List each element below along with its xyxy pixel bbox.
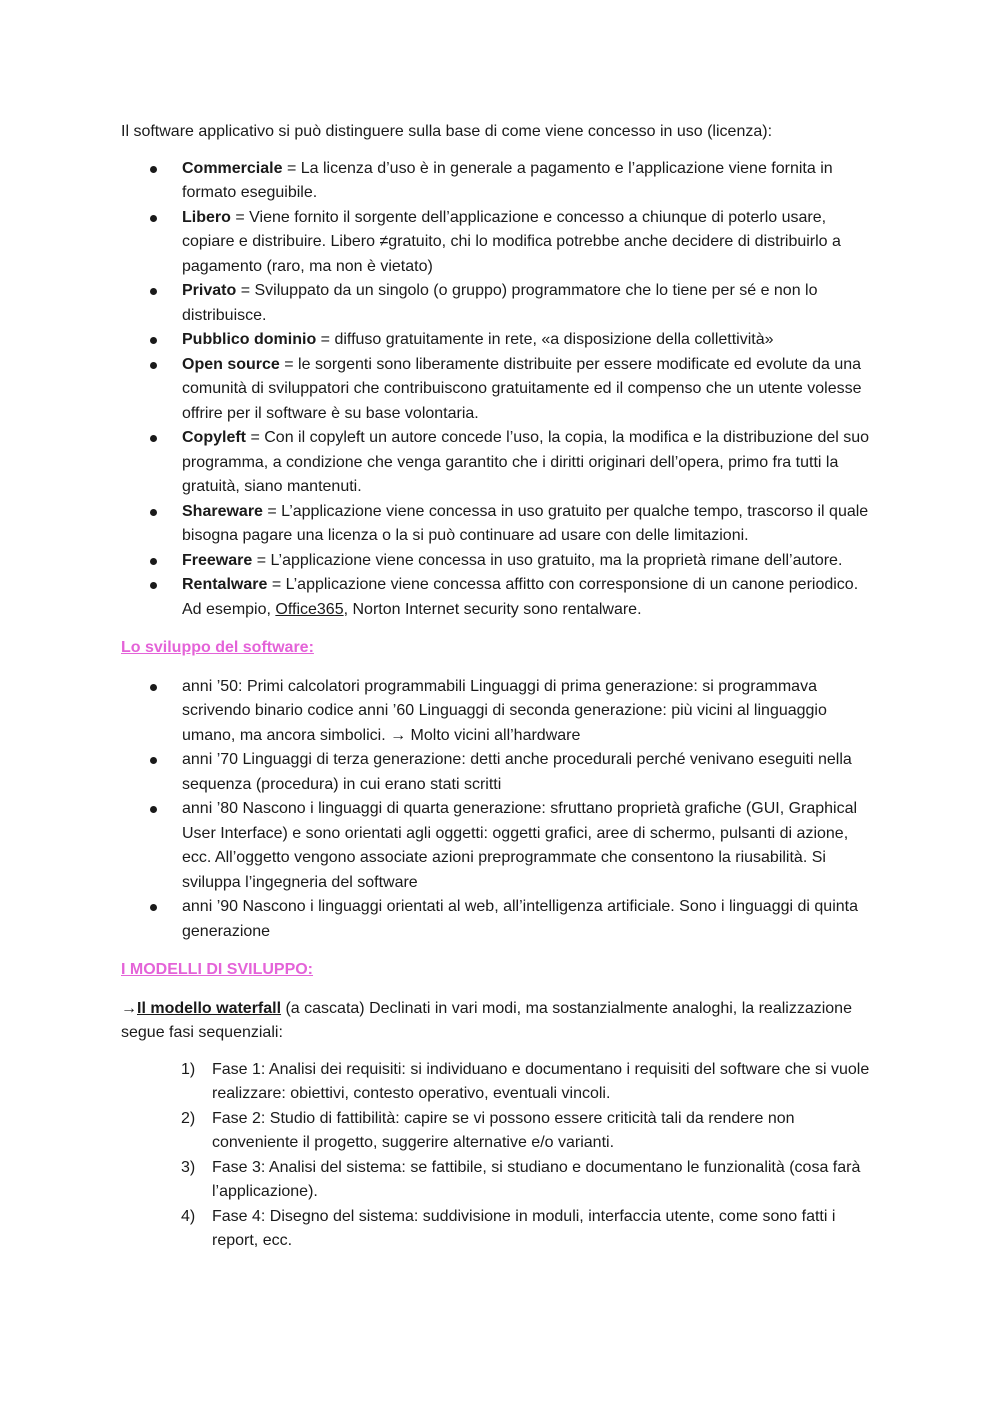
section-heading-modelli: I MODELLI DI SVILUPPO: xyxy=(121,961,314,978)
list-item xyxy=(121,797,881,895)
phase-number: 3) xyxy=(181,1158,196,1176)
bullet-icon xyxy=(150,757,157,764)
license-term: Shareware xyxy=(182,502,263,520)
list-item xyxy=(121,328,881,353)
list-item xyxy=(121,279,881,328)
license-term: Pubblico dominio xyxy=(182,331,317,348)
section-heading-sviluppo: Lo sviluppo del software: xyxy=(121,639,314,656)
bullet-icon xyxy=(150,558,157,565)
list-item xyxy=(121,157,881,206)
license-term: Privato xyxy=(182,282,237,299)
list-item xyxy=(121,748,881,797)
history-text: anni ’80 Nascono i linguaggi di quarta generazione: sfruttano proprietà grafiche (GUI, Graphical User Interface) e sono orientati agli oggetti: oggetti grafici, aree di schermo, pulsanti di azione, ecc. All’oggetto vengono associate azioni preprogrammate che consentono la riusabilità. Si sviluppa l’ingegneria del software xyxy=(182,800,858,891)
list-item xyxy=(121,353,881,427)
bullet-icon xyxy=(150,904,157,911)
phase-text: Fase 4: Disegno del sistema: suddivisione in moduli, interfaccia utente, come sono fatti i report, ecc. xyxy=(212,1207,836,1249)
phase-number: 4) xyxy=(181,1207,196,1225)
waterfall-paragraph xyxy=(121,997,881,1046)
bullet-icon xyxy=(150,362,157,369)
phase-text: Fase 1: Analisi dei requisiti: si individuano e documentano i requisiti del software che si vuole realizzare: obiettivi, contesto operativo, eventuali vincoli. xyxy=(212,1060,870,1102)
phase-text: Fase 2: Studio di fattibilità: capire se vi possono essere criticità tali da rendere non conveniente il progetto, suggerire alternative e/o varianti. xyxy=(212,1109,795,1151)
license-description: = Viene fornito il sorgente dell’applicazione e concesso a chiunque di poterlo usare, copiare e distribuire. Libero ≠gratuito, chi lo modifica potrebbe anche decidere di distribuirlo a pagamento (raro, ma non è vietato) xyxy=(182,208,841,275)
license-description: = L’applicazione viene concessa affitto con corresponsione di un canone periodico. Ad esempio, xyxy=(182,576,859,618)
bullet-icon xyxy=(150,435,157,442)
history-text: anni ’70 Linguaggi di terza generazione: detti anche procedurali perché venivano eseguiti nella sequenza (procedura) in cui erano stati scritti xyxy=(182,751,852,793)
list-item xyxy=(121,1205,881,1254)
history-text: anni ’90 Nascono i linguaggi orientati al web, all’intelligenza artificiale. Sono i linguaggi di quinta generazione xyxy=(182,898,858,940)
history-text: anni ’50: Primi calcolatori programmabili Linguaggi di prima generazione: si programmava scrivendo binario codice anni ’60 Linguaggi di seconda generazione: più vicini al linguaggio umano, ma ancora simbolici. → Molto vicini all’hardware xyxy=(182,677,827,744)
bullet-icon xyxy=(150,509,157,516)
license-description: = L’applicazione viene concessa in uso gratuito, ma la proprietà rimane dell’autore. xyxy=(252,551,843,569)
list-item xyxy=(121,500,881,549)
bullet-icon xyxy=(150,806,157,813)
license-term: Rentalware xyxy=(182,576,268,593)
list-item xyxy=(121,675,881,749)
bullet-icon xyxy=(150,288,157,295)
phases-list xyxy=(121,1058,881,1254)
phase-number: 1) xyxy=(181,1060,196,1078)
history-list xyxy=(121,675,881,945)
license-term: Copyleft xyxy=(182,429,246,446)
list-item xyxy=(121,426,881,500)
bullet-icon xyxy=(150,582,157,589)
bullet-icon xyxy=(150,684,157,691)
license-description: = Sviluppato da un singolo (o gruppo) programmatore che lo tiene per sé e non lo distribuisce. xyxy=(182,282,818,324)
page-content xyxy=(121,120,881,1254)
license-description: = Con il copyleft un autore concede l’uso, la copia, la modifica e la distribuzione del suo programma, a condizione che venga garantito che i diritti originari dell’opera, primo fra tutti la gratuità, siano mantenuti. xyxy=(182,429,870,495)
license-term: Freeware xyxy=(182,551,253,569)
license-list xyxy=(121,157,881,623)
license-description-end: , Norton Internet security sono rentalware. xyxy=(343,600,642,618)
intro-paragraph: Il software applicativo si può distinguere sulla base di come viene concesso in uso (licenza): xyxy=(121,123,773,140)
license-term: Commerciale xyxy=(182,159,283,177)
list-item xyxy=(121,1107,881,1156)
license-term: Open source xyxy=(182,355,280,373)
license-description: = L’applicazione viene concessa in uso gratuito per qualche tempo, trascorso il quale bisogna pagare una licenza o la si può continuare ad usare con delle limitazioni. xyxy=(182,502,869,544)
list-item xyxy=(121,549,881,574)
license-description: = diffuso gratuitamente in rete, «a disposizione della collettività» xyxy=(316,331,774,348)
arrow-right-icon: → xyxy=(121,999,137,1017)
bullet-icon xyxy=(150,337,157,344)
list-item xyxy=(121,895,881,944)
list-item xyxy=(121,1156,881,1205)
list-item xyxy=(121,206,881,280)
waterfall-title: Il modello waterfall xyxy=(137,999,282,1017)
license-term: Libero xyxy=(182,208,231,226)
list-item xyxy=(121,573,881,622)
bullet-icon xyxy=(150,166,157,173)
phase-text: Fase 3: Analisi del sistema: se fattibile, si studiano e documentano le funzionalità (cosa farà l’applicazione). xyxy=(212,1158,861,1200)
phase-number: 2) xyxy=(181,1109,196,1127)
license-description: = La licenza d’uso è in generale a pagamento e l’applicazione viene fornita in formato eseguibile. xyxy=(182,159,833,201)
bullet-icon xyxy=(150,215,157,222)
office365-link[interactable]: Office365 xyxy=(275,600,344,618)
license-description: = le sorgenti sono liberamente distribuite per essere modificate ed evolute da una comunità di sviluppatori che contribuiscono gratuitamente ed il compenso che un utente volesse offrire per il software è su base volontaria. xyxy=(182,355,862,422)
waterfall-text: (a cascata) Declinati in vari modi, ma sostanzialmente analoghi, la realizzazione segue fasi sequenziali: xyxy=(121,999,852,1041)
list-item xyxy=(121,1058,881,1107)
